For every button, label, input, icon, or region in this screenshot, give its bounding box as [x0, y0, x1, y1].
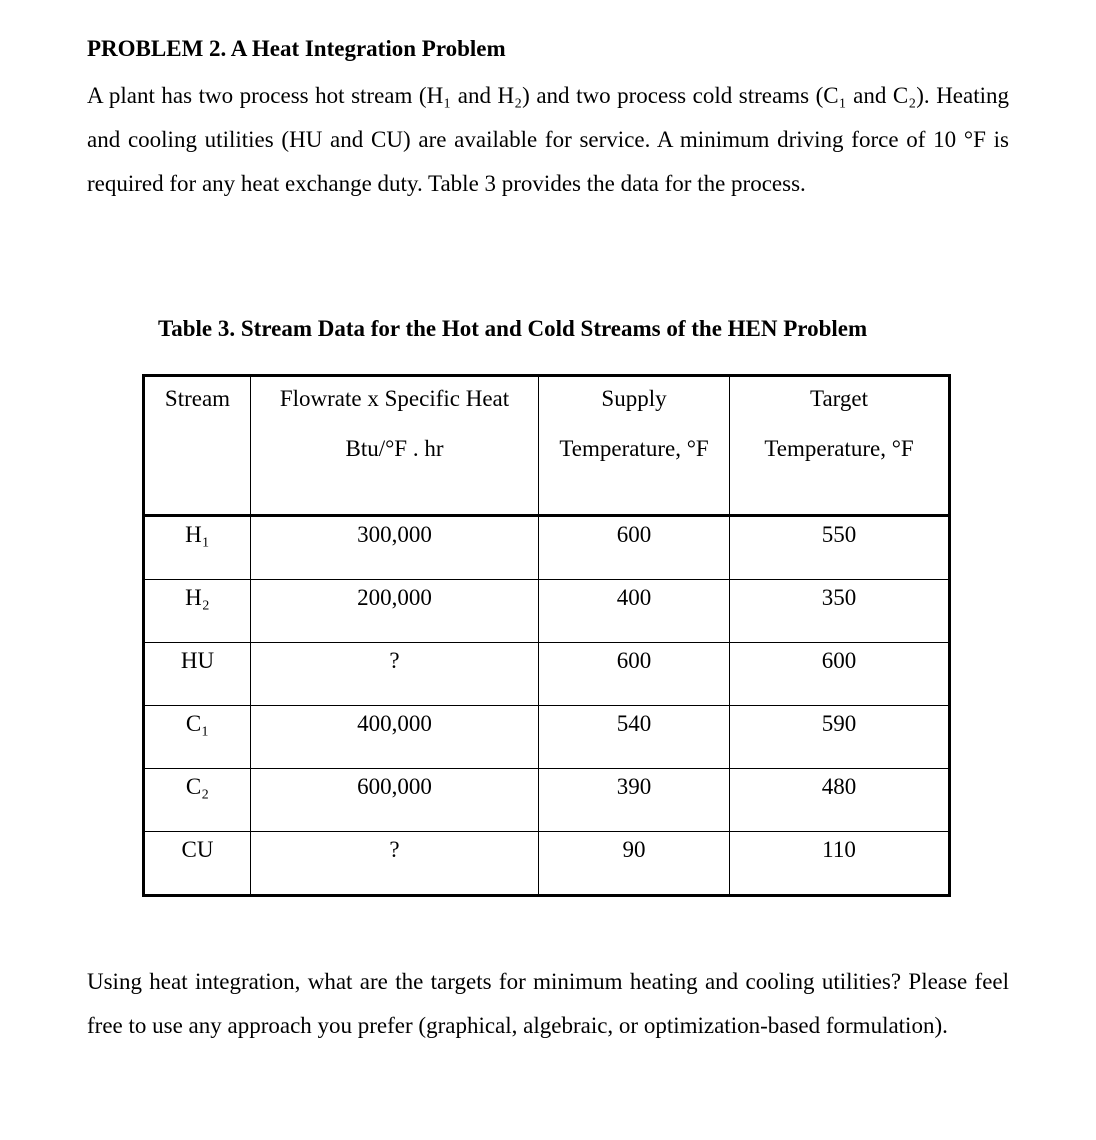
table-caption: Table 3. Stream Data for the Hot and Cold Streams of the HEN Problem	[158, 316, 868, 341]
table-row	[144, 643, 950, 706]
problem-intro: A plant has two process hot stream (H₁ and H₂) and two process cold streams (C₁ and C₂). Heating and cooling utilities (HU and CU) are available for service. A minimum driving force of 10 °F is required for any heat exchange duty. Table 3 provides the data for the process.	[87, 83, 1009, 196]
cell-fcp: 400,000	[251, 706, 539, 769]
table-row	[144, 516, 950, 580]
table-row	[144, 580, 950, 643]
cell-supply: 400	[539, 580, 730, 643]
cell-fcp: 200,000	[251, 580, 539, 643]
header-supply-units: Temperature, °F	[539, 418, 730, 516]
cell-stream: H₂	[144, 580, 251, 643]
table-header-units-row	[144, 418, 950, 516]
cell-supply: 90	[539, 832, 730, 896]
table-row	[144, 706, 950, 769]
table-row	[144, 769, 950, 832]
cell-stream: CU	[144, 832, 251, 896]
cell-stream: C₂	[144, 769, 251, 832]
problem-title: PROBLEM 2. A Heat Integration Problem	[87, 36, 506, 61]
cell-fcp: ?	[251, 643, 539, 706]
cell-target: 590	[730, 706, 950, 769]
cell-stream: C₁	[144, 706, 251, 769]
table-row	[144, 832, 950, 896]
cell-target: 600	[730, 643, 950, 706]
header-stream-units	[144, 418, 251, 516]
cell-target: 480	[730, 769, 950, 832]
cell-fcp: 300,000	[251, 516, 539, 580]
header-target-units: Temperature, °F	[730, 418, 950, 516]
header-flowrate-units: Btu/°F . hr	[251, 418, 539, 516]
header-target: Target	[730, 376, 950, 419]
cell-target: 110	[730, 832, 950, 896]
cell-fcp: ?	[251, 832, 539, 896]
header-stream: Stream	[144, 376, 251, 419]
cell-target: 550	[730, 516, 950, 580]
cell-target: 350	[730, 580, 950, 643]
problem-question: Using heat integration, what are the targets for minimum heating and cooling utilities? Please feel free to use any approach you prefer (graphical, algebraic, or optimization-based formulation).	[87, 969, 1009, 1038]
cell-supply: 540	[539, 706, 730, 769]
cell-supply: 600	[539, 643, 730, 706]
cell-fcp: 600,000	[251, 769, 539, 832]
table-header-row	[144, 376, 950, 419]
cell-supply: 390	[539, 769, 730, 832]
header-supply: Supply	[539, 376, 730, 419]
cell-supply: 600	[539, 516, 730, 580]
cell-stream: H₁	[144, 516, 251, 580]
stream-data-table	[142, 374, 951, 897]
cell-stream: HU	[144, 643, 251, 706]
header-flowrate: Flowrate x Specific Heat	[251, 376, 539, 419]
